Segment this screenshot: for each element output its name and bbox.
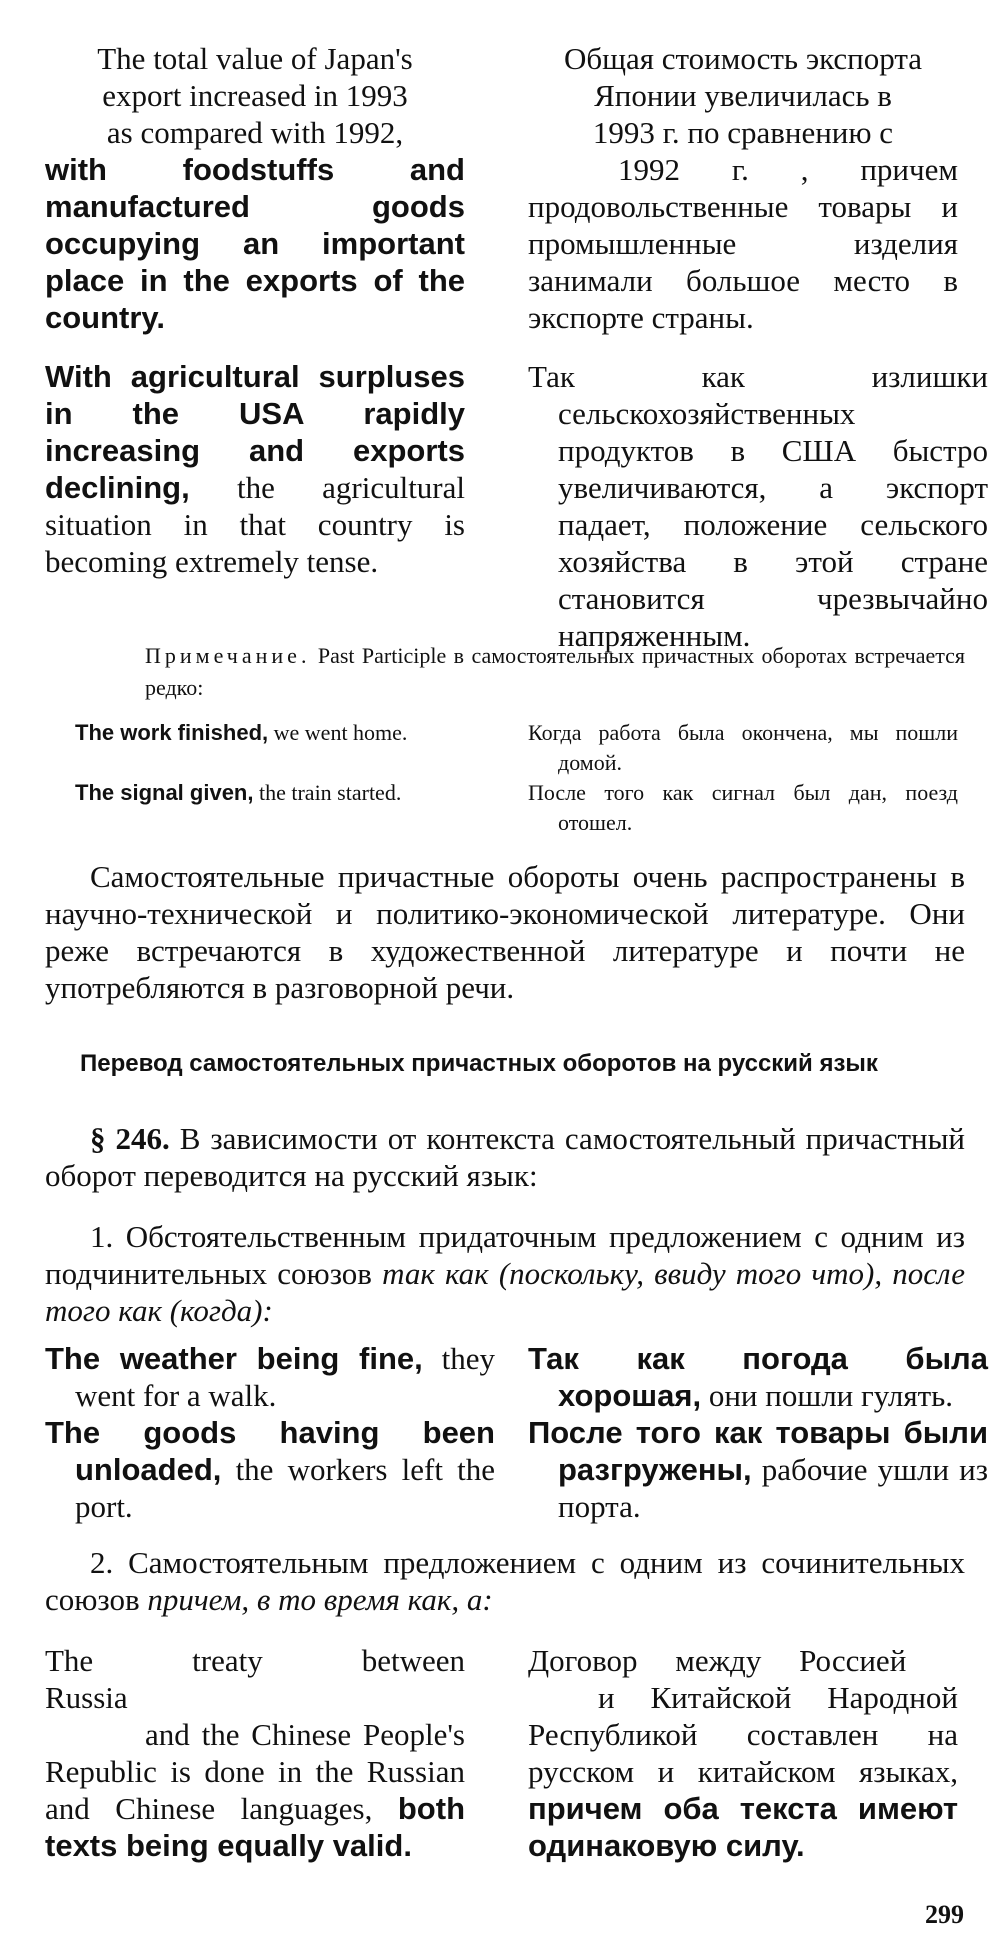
text-line: export increased in 1993 — [102, 78, 408, 113]
text-span: they went for a walk. — [75, 1341, 495, 1413]
text-span: the agricultural situation in that country is becoming extremely tense. — [45, 470, 465, 579]
example3-en — [45, 1340, 495, 1414]
item-1 — [45, 1218, 965, 1329]
bold-phrase: После того как товары были разгружены, — [528, 1415, 988, 1487]
bold-phrase: The weather being fine, — [45, 1341, 423, 1376]
section-246 — [45, 1120, 965, 1194]
note-label: Примечание. — [145, 643, 311, 668]
text-line: The total value of Japan's — [97, 41, 413, 76]
note — [145, 640, 965, 704]
block1-russian — [528, 40, 958, 336]
example4-en — [45, 1414, 495, 1525]
item-2 — [45, 1544, 965, 1618]
bold-phrase: The work finished, — [75, 720, 269, 745]
block1-english — [45, 40, 465, 336]
text-span: и Китайской Народной Республикой составлен на русском и китайском языках, — [528, 1680, 958, 1789]
section-heading: Перевод самостоятельных причастных оборотов на русский язык — [80, 1050, 878, 1077]
note-example1-ru — [528, 718, 958, 778]
note-example2-en — [75, 778, 465, 808]
text-line: The treaty between Russia — [45, 1643, 465, 1715]
text-span: Так как излишки сельскохозяйственных продуктов в США быстро увеличиваются, а экспорт падает, положение сельского хозяйства в этой стране становится чрезвычайно напряженным. — [528, 359, 988, 653]
text-span: В зависимости от контекста самостоятельный причастный оборот переводится на русский язык: — [45, 1121, 966, 1193]
paragraph: Самостоятельные причастные обороты очень распространены в научно-технической и политико-экономической литературе. Они реже встречаются в художественной литературе и почти не употребляются в разговорной речи. — [45, 859, 965, 1005]
text-line: 1992 г. , — [618, 152, 809, 187]
example3-ru — [528, 1340, 988, 1414]
text-span: 1. Обстоятельственным придаточным предложением с одним из подчинительных союзов — [45, 1219, 965, 1291]
text-line: Договор между Россией — [528, 1643, 907, 1678]
block2-english — [45, 358, 465, 580]
bold-phrase: причем оба текста имеют одинаковую силу. — [528, 1791, 958, 1863]
text-span: причем продовольственные товары и промышленные изделия занимали большое место в экспорте страны. — [528, 152, 958, 335]
bold-phrase: The signal given, — [75, 780, 254, 805]
text-span: the train started. — [258, 780, 402, 805]
example4-ru — [528, 1414, 988, 1525]
note-example1-en — [75, 718, 465, 748]
bold-phrase: both texts being equally valid. — [45, 1791, 466, 1863]
text-line: Общая стоимость экспорта — [563, 41, 923, 76]
italic-phrase: причем, в то время как, а: — [147, 1582, 493, 1617]
text-span: Когда работа была окончена, мы пошли домой. — [528, 720, 958, 775]
note-example2-ru — [528, 778, 958, 838]
text-span: После того как сигнал был дан, поезд отошел. — [528, 780, 958, 835]
bold-phrase: With agricultural surpluses in the USA rapidly increasing and exports declining, — [45, 359, 465, 505]
bold-phrase: Так как погода была хорошая, — [528, 1341, 988, 1413]
text-span: рабочие ушли из порта. — [558, 1452, 989, 1524]
text-span: они пошли гулять. — [708, 1378, 954, 1413]
block2-russian — [528, 358, 988, 654]
example5-ru — [528, 1642, 958, 1864]
text-span: and the Chinese People's Republic is done in the Russian and Chinese languages, — [45, 1717, 465, 1826]
text-line: Японии увеличилась в — [594, 78, 892, 113]
text-line: 1993 г. по сравнению с — [592, 115, 894, 150]
bold-phrase: with foodstuffs and manufactured goods occupying an important place in the exports of the country. — [45, 152, 465, 335]
note-text: Past Participle в самостоятельных причастных оборотах встречается редко: — [145, 643, 965, 700]
text-line: as compared with 1992, — [106, 115, 404, 150]
text-span: we went home. — [273, 720, 408, 745]
italic-phrase: так как (поскольку, ввиду того что), после того как (когда): — [45, 1256, 966, 1328]
section-number: § 246. — [90, 1121, 170, 1156]
example5-en — [45, 1642, 465, 1864]
text-span: the workers left the port. — [75, 1452, 495, 1524]
bold-phrase: The goods having been unloaded, — [45, 1415, 495, 1487]
text-span: 2. Самостоятельным предложением с одним из сочинительных союзов — [45, 1545, 965, 1617]
page-number: 299 — [925, 1900, 964, 1929]
